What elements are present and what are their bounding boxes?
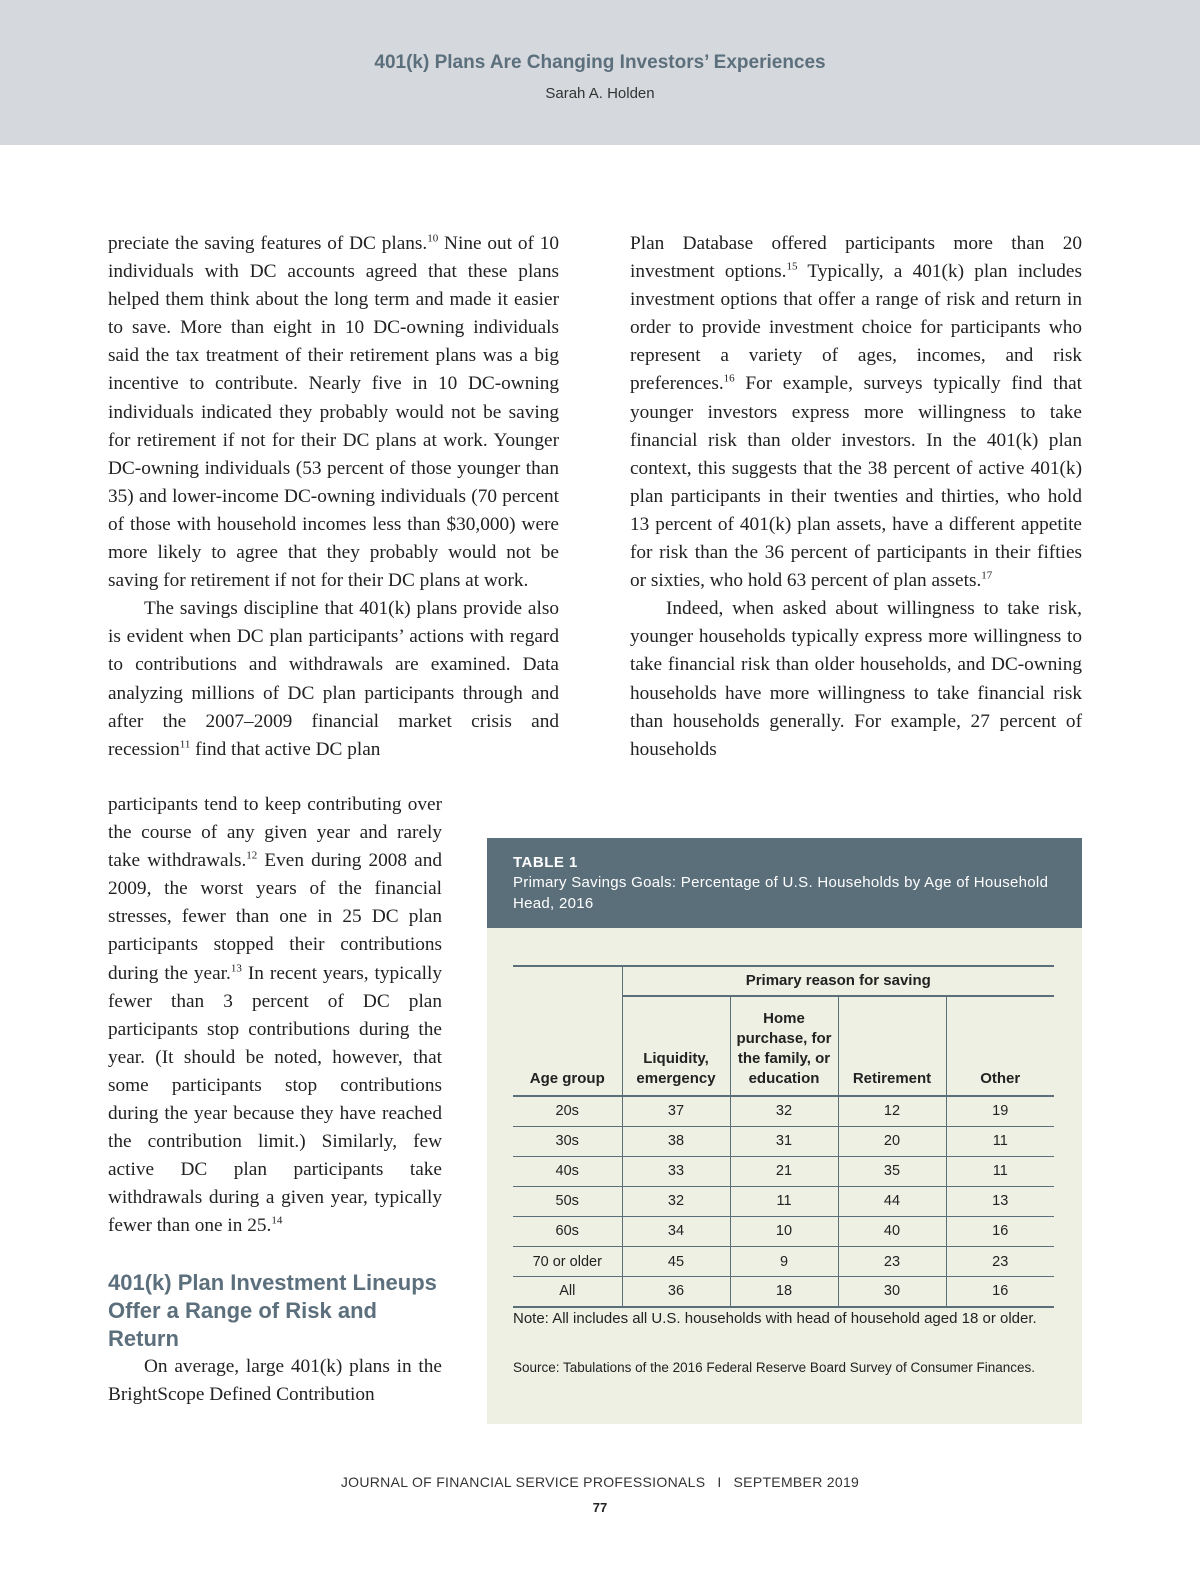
table-cell-age: 60s	[513, 1216, 622, 1246]
table-cell-liquidity: 38	[622, 1126, 730, 1156]
page-footer	[0, 1474, 1200, 1490]
table-cell-other: 13	[946, 1186, 1054, 1216]
table-cell-liquidity: 34	[622, 1216, 730, 1246]
table-cell-home: 31	[730, 1126, 838, 1156]
table-row	[513, 1246, 1054, 1276]
table-cell-retirement: 12	[838, 1096, 946, 1126]
paragraph: Plan Database offered participants more than 20 investment options.$^{15}$ Typically, a 401(k) plan includes investment options that offer a range of risk and return in order to provide investment choice for participants who represent a variety of ages, incomes, and risk preferences.$^{16}$ For example, surveys typically find that younger investors express more willingness to take financial risk than older investors. In the 401(k) plan context, this suggests that the 38 percent of active 401(k) plan participants in their twenties and thirties, who hold 13 percent of 401(k) plan assets, have a different appetite for risk than the 36 percent of participants in their fifties or sixties, who hold 63 percent of plan assets.$^{17}$	[630, 233, 1082, 592]
footnote-ref: 15	[786, 260, 798, 273]
left-column-narrow	[108, 791, 442, 1409]
column-header-home-purchase: Home purchase, for the family, or education	[730, 996, 838, 1096]
table-caption: Primary Savings Goals: Percentage of U.S. Households by Age of Household Head, 2016	[513, 874, 1049, 912]
footnote-ref: 10	[427, 232, 439, 245]
table-note: Note: All includes all U.S. households with head of household aged 18 or older.	[513, 1310, 1037, 1327]
table-row	[513, 1096, 1054, 1126]
table-cell-retirement: 40	[838, 1216, 946, 1246]
table-cell-other: 16	[946, 1277, 1054, 1307]
column-header-age-group: Age group	[513, 966, 622, 1096]
issue-date: SEPTEMBER 2019	[733, 1474, 860, 1490]
table-cell-retirement: 20	[838, 1126, 946, 1156]
paragraph: participants tend to keep contributing over the course of any given year and rarely take withdrawals.$^{12}$ Even during 2008 and 2009, the worst years of the financial stresses, fewer than one in 25 DC plan participants stopped their contributions during the year.$^{13}$ In recent years, typically fewer than 3 percent of DC plan participants stop contributions during the year. (It should be noted, however, that some participants stop contributions during the year because they have reached the contribution limit.) Similarly, few active DC plan participants take withdrawals during a given year, typically fewer than one in 25.14	[108, 794, 443, 1237]
table-cell-other: 11	[946, 1156, 1054, 1186]
paragraph: On average, large 401(k) plans in the BrightScope Defined Contribution	[108, 1355, 442, 1405]
table-cell-retirement: 44	[838, 1186, 946, 1216]
table-row	[513, 1216, 1054, 1246]
table-cell-other: 23	[946, 1246, 1054, 1276]
table-1-box	[487, 838, 1082, 1424]
section-heading: 401(k) Plan Investment Lineups Offer a Range of Risk and Return	[108, 1269, 437, 1351]
column-group-header: Primary reason for saving	[622, 966, 1054, 996]
savings-goals-table	[513, 965, 1054, 1308]
right-column	[630, 230, 1082, 764]
table-header	[487, 838, 1082, 928]
paragraph: Indeed, when asked about willingness to take risk, younger households typically express more willingness to take financial risk than older households, and DC-owning households have more willingness to take financial risk than households generally. For example, 27 percent of households	[630, 598, 1082, 760]
table-body	[513, 1096, 1054, 1307]
footnote-ref: 16	[723, 373, 735, 386]
column-header-retirement: Retirement	[838, 996, 946, 1096]
footnote-ref: 13	[230, 962, 242, 975]
table-row	[513, 1156, 1054, 1186]
table-label: TABLE 1	[513, 854, 578, 871]
footnote-ref: 12	[246, 849, 258, 862]
table-cell-other: 11	[946, 1126, 1054, 1156]
table-cell-age: 30s	[513, 1126, 622, 1156]
column-header-liquidity: Liquidity, emergency	[622, 996, 730, 1096]
table-cell-liquidity: 37	[622, 1096, 730, 1126]
table-cell-home: 11	[730, 1186, 838, 1216]
table-cell-home: 10	[730, 1216, 838, 1246]
left-column-top	[108, 230, 559, 764]
table-cell-liquidity: 32	[622, 1186, 730, 1216]
column-header-other: Other	[946, 996, 1054, 1096]
table-cell-age: 40s	[513, 1156, 622, 1186]
page-number: 77	[592, 1500, 608, 1515]
footnote-ref: 17	[981, 569, 993, 582]
table-row	[513, 1277, 1054, 1307]
footnote-ref: 11	[179, 738, 191, 751]
footer-separator: I	[717, 1474, 722, 1490]
table-source: Source: Tabulations of the 2016 Federal Reserve Board Survey of Consumer Finances.	[513, 1360, 1036, 1375]
paragraph: The savings discipline that 401(k) plans provide also is evident when DC plan participants’ actions with regard to contributions and withdrawals are examined. Data analyzing millions of DC plan participants through and after the 2007–2009 financial market crisis and recession$^{11}$ find that active DC plan	[108, 598, 559, 760]
table-cell-home: 9	[730, 1246, 838, 1276]
running-header	[0, 0, 1200, 145]
table-cell-home: 32	[730, 1096, 838, 1126]
footnote-ref: 14	[271, 1214, 283, 1227]
table-cell-age: 70 or older	[513, 1246, 622, 1276]
header-title: 401(k) Plans Are Changing Investors’ Experiences	[374, 52, 826, 73]
paragraph: preciate the saving features of DC plans.$^{10}$ Nine out of 10 individuals with DC accounts agreed that these plans helped them think about the long term and made it easier to save. More than eight in 10 DC-owning individuals said the tax treatment of their retirement plans was a big incentive to contribute. Nearly five in 10 DC-owning individuals indicated they probably would not be saving for retirement if not for their DC plans at work. Younger DC-owning individuals (53 percent of those younger than 35) and lower-income DC-owning individuals (70 percent of those with household incomes less than $30,000) were more likely to agree that they probably would not be saving for retirement if not for their DC plans at work.	[108, 232, 559, 592]
table-cell-other: 16	[946, 1216, 1054, 1246]
table-cell-liquidity: 33	[622, 1156, 730, 1186]
table-cell-liquidity: 36	[622, 1277, 730, 1307]
table-cell-age: All	[513, 1277, 622, 1307]
table-row	[513, 1186, 1054, 1216]
table-row	[513, 1126, 1054, 1156]
table-cell-age: 50s	[513, 1186, 622, 1216]
header-author: Sarah A. Holden	[545, 85, 655, 102]
table-cell-home: 18	[730, 1277, 838, 1307]
table-cell-retirement: 23	[838, 1246, 946, 1276]
table-cell-home: 21	[730, 1156, 838, 1186]
journal-name: JOURNAL OF FINANCIAL SERVICE PROFESSIONALS	[340, 1474, 706, 1490]
table-cell-retirement: 35	[838, 1156, 946, 1186]
table-cell-liquidity: 45	[622, 1246, 730, 1276]
table-cell-retirement: 30	[838, 1277, 946, 1307]
table-cell-other: 19	[946, 1096, 1054, 1126]
table-cell-age: 20s	[513, 1096, 622, 1126]
